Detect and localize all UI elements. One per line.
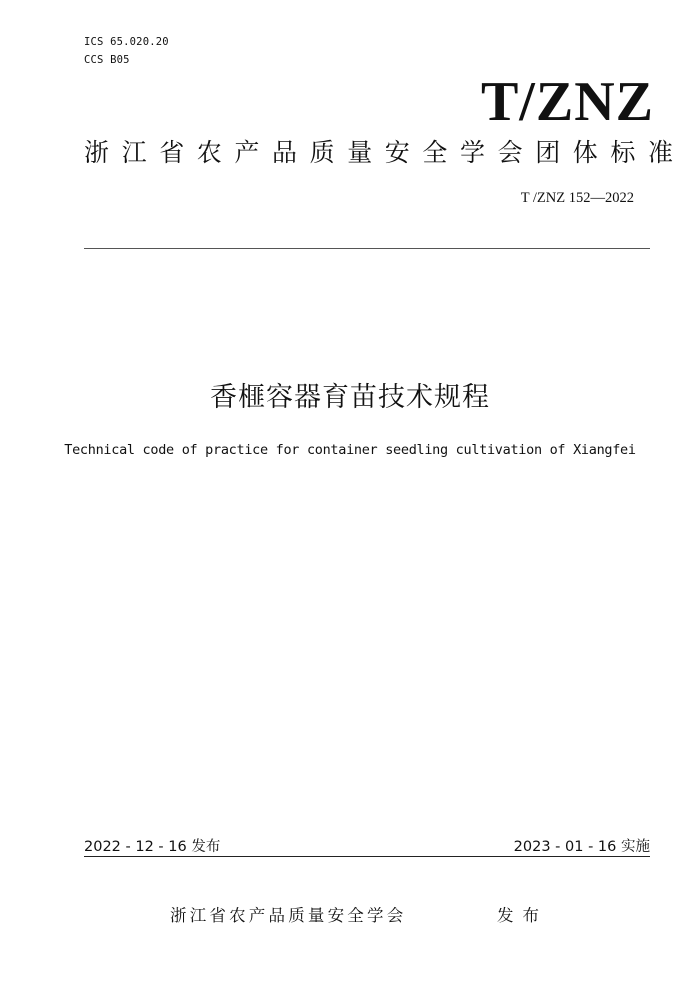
- ccs-code: CCS B05: [84, 54, 130, 66]
- standard-number: T /ZNZ 152—2022: [520, 190, 634, 206]
- implement-date: 2023 - 01 - 16 实施: [513, 839, 650, 855]
- document-title-english: Technical code of practice for container seedling cultivation of Xiangfei: [64, 442, 636, 458]
- standard-logo: T/ZNZ: [480, 71, 654, 133]
- issue-label: 发布: [497, 906, 548, 925]
- organization-standard-title: 浙江省农产品质量安全学会团体标准: [84, 138, 686, 167]
- header-divider: [84, 248, 650, 249]
- footer-divider: [84, 856, 650, 857]
- ics-code: ICS 65.020.20: [84, 36, 169, 48]
- issuing-organization: 浙江省农产品质量安全学会: [170, 906, 407, 925]
- publish-date: 2022 - 12 - 16 发布: [84, 839, 221, 855]
- document-title-chinese: 香榧容器育苗技术规程: [210, 382, 490, 413]
